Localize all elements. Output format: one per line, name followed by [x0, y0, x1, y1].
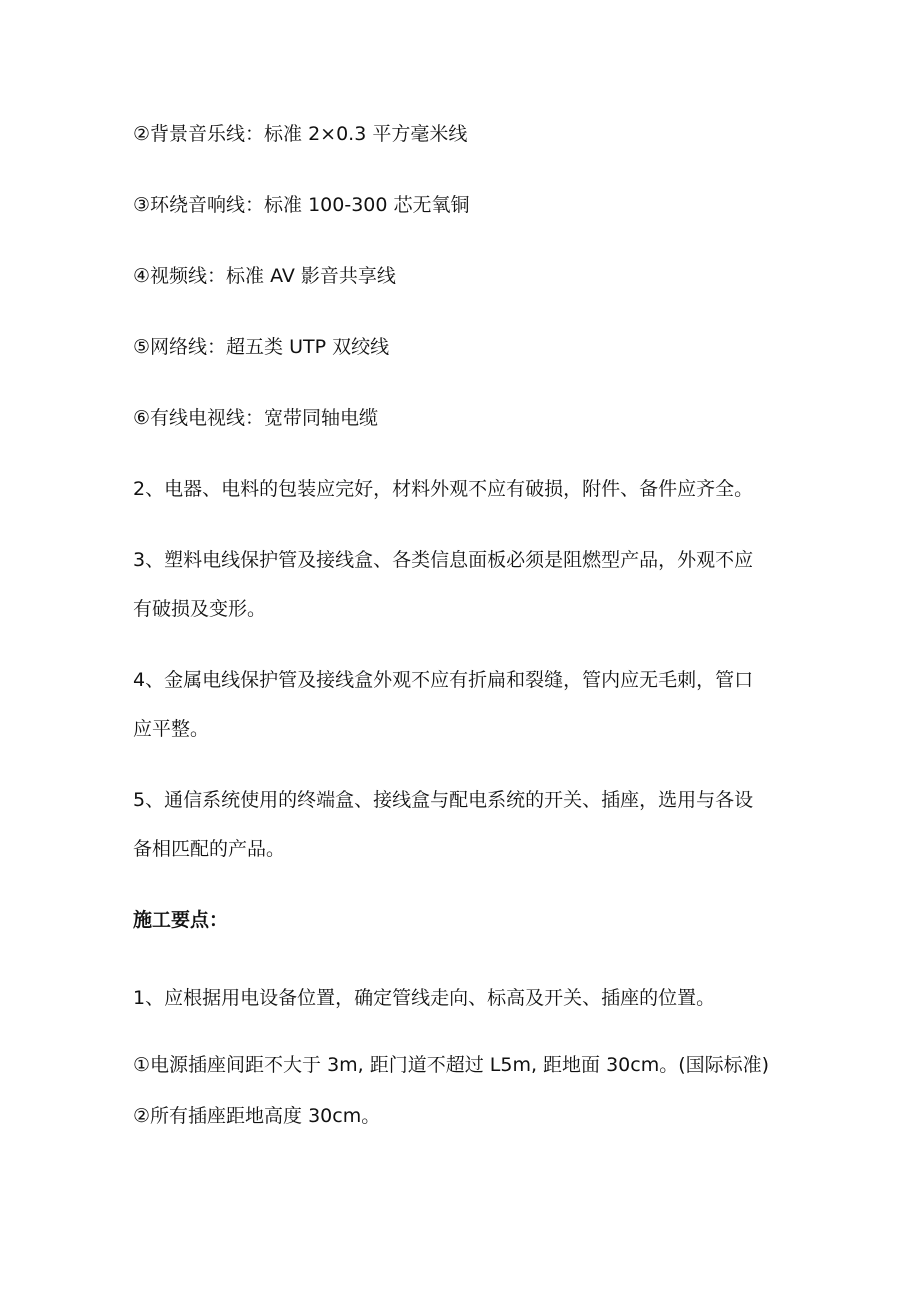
construction-point-socket-height: ②所有插座距地高度 30cm。: [133, 1105, 381, 1127]
requirement-3-line-1: 3、塑料电线保护管及接线盒、各类信息面板必须是阻燃型产品，外观不应: [133, 549, 754, 571]
construction-point-socket-spacing: ①电源插座间距不大于 3m, 距门道不超过 L5m, 距地面 30cm。(国际标准): [133, 1054, 770, 1076]
materials-item-video-cable: ④视频线：标准 AV 影音共享线: [133, 265, 396, 287]
construction-point-1: 1、应根据用电设备位置，确定管线走向、标高及开关、插座的位置。: [133, 987, 716, 1009]
requirement-5-line-2: 备相匹配的产品。: [133, 838, 286, 860]
requirement-4-line-1: 4、金属电线保护管及接线盒外观不应有折扁和裂缝，管内应无毛刺，管口: [133, 669, 754, 691]
requirement-2-line-1: 2、电器、电料的包装应完好，材料外观不应有破损，附件、备件应齐全。: [133, 478, 754, 500]
requirement-3-line-2: 有破损及变形。: [133, 598, 267, 620]
requirement-4-line-2: 应平整。: [133, 718, 210, 740]
materials-item-surround-speaker-cable: ③环绕音响线：标准 100-300 芯无氧铜: [133, 194, 470, 216]
materials-item-network-cable: ⑤网络线：超五类 UTP 双绞线: [133, 336, 390, 358]
materials-item-cable-tv-cable: ⑥有线电视线：宽带同轴电缆: [133, 407, 379, 429]
construction-heading: 施工要点：: [133, 909, 229, 931]
materials-item-background-music-cable: ②背景音乐线：标准 2×0.3 平方毫米线: [133, 123, 468, 145]
requirement-5-line-1: 5、通信系统使用的终端盒、接线盒与配电系统的开关、插座，选用与各设: [133, 789, 754, 811]
